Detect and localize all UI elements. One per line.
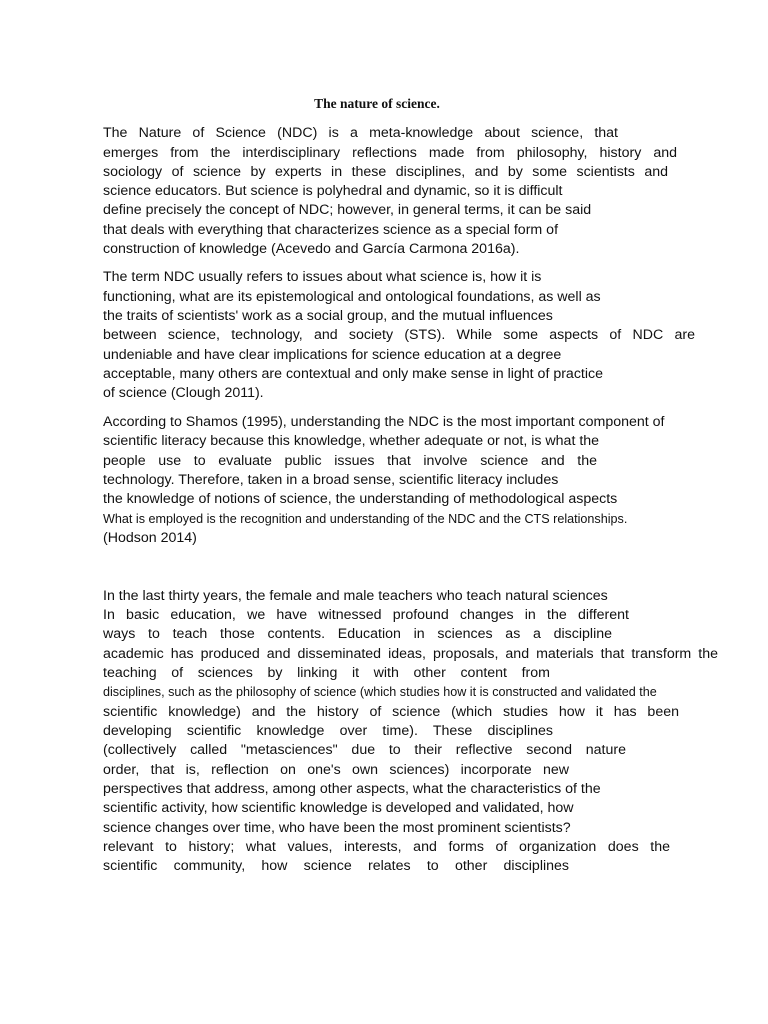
- text-line: teaching of sciences by linking it with other content from: [103, 665, 550, 681]
- text-line: functioning, what are its epistemological and ontological foundations, as well as: [103, 289, 601, 305]
- text-line: The term NDC usually refers to issues about what science is, how it is: [103, 269, 542, 285]
- text-line: define precisely the concept of NDC; however, in general terms, it can be said: [103, 202, 592, 218]
- text-line: academic has produced and disseminated ideas, proposals, and materials that transform the: [103, 646, 718, 662]
- text-line: undeniable and have clear implications for science education at a degree: [103, 347, 562, 363]
- text-line: order, that is, reflection on one's own sciences) incorporate new: [103, 762, 569, 778]
- text-line: science educators. But science is polyhedral and dynamic, so it is difficult: [103, 183, 563, 199]
- text-line: construction of knowledge (Acevedo and García Carmona 2016a).: [103, 241, 520, 257]
- text-line: The Nature of Science (NDC) is a meta-knowledge about science, that: [103, 125, 618, 141]
- text-line: disciplines, such as the philosophy of science (which studies how it is constructed and validated the: [103, 685, 657, 699]
- text-line: sociology of science by experts in these disciplines, and by some scientists and: [103, 164, 668, 180]
- text-line: between science, technology, and society (STS). While some aspects of NDC are: [103, 327, 695, 343]
- text-line: scientific activity, how scientific knowledge is developed and validated, how: [103, 800, 574, 816]
- text-line: developing scientific knowledge over time). These disciplines: [103, 723, 553, 739]
- text-line: scientific knowledge) and the history of science (which studies how it has been: [103, 704, 679, 720]
- text-line: scientific community, how science relates to other disciplines: [103, 858, 569, 874]
- text-line: people use to evaluate public issues that involve science and the: [103, 453, 597, 469]
- text-line: the knowledge of notions of science, the understanding of methodological aspects: [103, 491, 618, 507]
- text-line: ways to teach those contents. Education in sciences as a discipline: [103, 626, 612, 642]
- text-line: that deals with everything that characterizes science as a special form of: [103, 222, 559, 238]
- text-line: (collectively called "metasciences" due to their reflective second nature: [103, 742, 626, 758]
- text-line: emerges from the interdisciplinary reflections made from philosophy, history and: [103, 145, 677, 161]
- text-line: What is employed is the recognition and understanding of the NDC and the CTS relationships.: [103, 512, 628, 526]
- text-line: acceptable, many others are contextual and only make sense in light of practice: [103, 366, 603, 382]
- text-line: (Hodson 2014): [103, 530, 197, 546]
- text-line: science changes over time, who have been the most prominent scientists?: [103, 820, 571, 836]
- text-line: scientific literacy because this knowledge, whether adequate or not, is what the: [103, 433, 600, 449]
- text-line: perspectives that address, among other aspects, what the characteristics of the: [103, 781, 601, 797]
- text-line: relevant to history; what values, interests, and forms of organization does the: [103, 839, 670, 855]
- document-title: The nature of science.: [314, 96, 440, 111]
- text-line: According to Shamos (1995), understanding the NDC is the most important component of: [103, 414, 665, 430]
- text-line: In basic education, we have witnessed profound changes in the different: [103, 607, 629, 623]
- text-line: of science (Clough 2011).: [103, 385, 264, 401]
- text-line: technology. Therefore, taken in a broad sense, scientific literacy includes: [103, 472, 559, 488]
- text-line: In the last thirty years, the female and male teachers who teach natural sciences: [103, 588, 608, 604]
- text-line: the traits of scientists' work as a social group, and the mutual influences: [103, 308, 553, 324]
